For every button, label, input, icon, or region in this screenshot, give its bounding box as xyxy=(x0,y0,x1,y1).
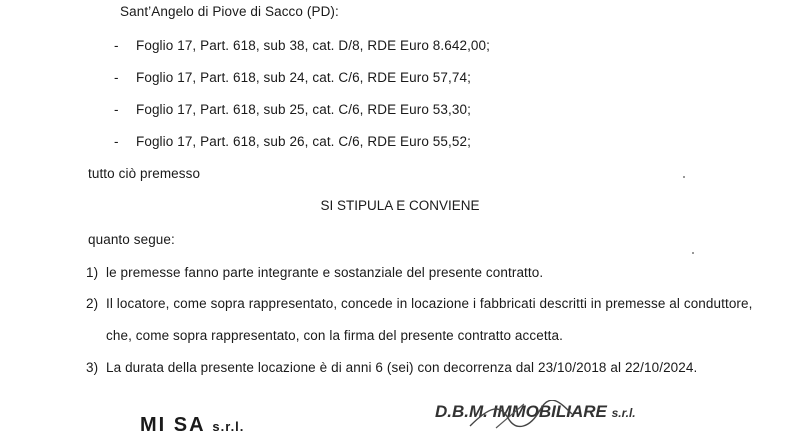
company-name: MI SA xyxy=(140,414,205,436)
clause-continuation: che, come sopra rappresentato, con la firma del presente contratto accetta. xyxy=(106,328,563,343)
company-suffix: s.r.l. xyxy=(212,419,245,434)
company-suffix: s.r.l. xyxy=(611,406,636,420)
quanto-segue-text: quanto segue: xyxy=(88,232,175,247)
parcel-line: Foglio 17, Part. 618, sub 25, cat. C/6, RDE Euro 53,30; xyxy=(136,102,471,117)
signature-scribble-icon xyxy=(460,400,580,430)
scan-speck xyxy=(683,176,685,178)
company-name: D.B.M. IMMOBILIARE xyxy=(435,402,607,421)
bullet-dash: - xyxy=(114,134,119,149)
clause-number: 2) xyxy=(86,296,99,311)
bullet-dash: - xyxy=(114,70,119,85)
parcel-line: Foglio 17, Part. 618, sub 26, cat. C/6, RDE Euro 55,52; xyxy=(136,134,471,149)
clause-number: 1) xyxy=(86,265,99,280)
header-line: Sant’Angelo di Piove di Sacco (PD): xyxy=(120,4,339,19)
clause-number: 3) xyxy=(86,360,99,375)
parcel-line: Foglio 17, Part. 618, sub 38, cat. D/8, RDE Euro 8.642,00; xyxy=(136,38,490,53)
clause-text: La durata della presente locazione è di anni 6 (sei) con decorrenza dal 23/10/2018 al 22/10/2024. xyxy=(106,360,698,375)
section-heading: SI STIPULA E CONVIENE xyxy=(320,198,480,213)
premessa-text: tutto ciò premesso xyxy=(88,166,201,181)
clause-text: Il locatore, come sopra rappresentato, concede in locazione i fabbricati descritti in premesse al conduttore, xyxy=(106,296,753,311)
parcel-line: Foglio 17, Part. 618, sub 24, cat. C/6, RDE Euro 57,74; xyxy=(136,70,471,85)
bullet-dash: - xyxy=(114,38,119,53)
scan-speck xyxy=(692,252,694,254)
bullet-dash: - xyxy=(114,102,119,117)
clause-text: le premesse fanno parte integrante e sostanziale del presente contratto. xyxy=(106,265,544,280)
company-stamp-left xyxy=(140,414,244,437)
